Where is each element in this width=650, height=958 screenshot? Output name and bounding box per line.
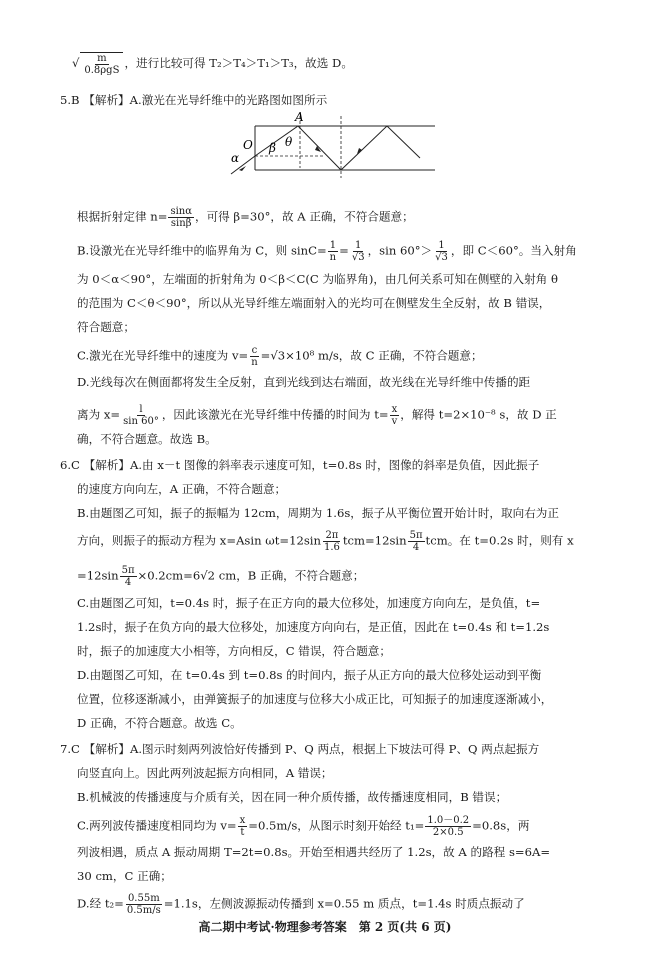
q6-line-8: 时，振子的加速度大小相等，方向相反，C 错误，符合题意； xyxy=(77,644,391,658)
q7-line-4: C.两列波传播速度相同均为 v= $\frac{x}{t}$ =0.5m/s，从图示时刻开始经 t₁= $\frac{1.0-0.2}{2\times 0.5}$ =0.8s，两 xyxy=(77,815,530,838)
q5-line-9: 确，不符合题意。故选 B。 xyxy=(77,432,217,446)
q5-line-6: C.激光在光导纤维中的速度为 v= $\frac{c}{n}$ =√3×10⁸ m/s，故 C 正确，不符合题意； xyxy=(77,345,483,368)
q5-line-5: 符合题意； xyxy=(77,320,135,334)
q6-line-6: C.由题图乙可知，t=0.4s 时，振子在正方向的最大位移处，加速度方向向左，是负值，t= xyxy=(77,596,541,610)
q6-line-2: 的速度方向向左，A 正确，不符合题意； xyxy=(77,482,287,496)
label-theta: θ xyxy=(285,135,293,149)
q7-line-2: 向竖直向上。因此两列波起振方向相同，A 错误； xyxy=(77,766,333,780)
q6-line-11: D 正确，不符合题意。故选 C。 xyxy=(77,716,242,730)
q4-tail-line: √ $\frac{m}{\text{0.8ρgS}}$ ，进行比较可得 T₂＞T₄＞T₁＞T₃，故选 D。 xyxy=(72,53,353,76)
q6-line-4: 方向，则振子的振动方程为 x=Asin ωt=12sin $\frac{2\pi}{1.6}$ tcm=12sin $\frac{5\pi}{4}$ tcm。在 t=0.2s 时，则有 x xyxy=(77,530,574,553)
q7-line-1: 7.C 【解析】A.图示时刻两列波恰好传播到 P、Q 两点，根据上下坡法可得 P、Q 两点起振方 xyxy=(60,742,540,756)
q5-line-2: B.设激光在光导纤维中的临界角为 C，则 sinC= $\frac{1}{n}$ = $\frac{1}{√3}$ ，sin 60°＞ $\frac{1}{√3}$ ，即 C＜60°。当入射角 xyxy=(77,240,577,263)
q6-line-1: 6.C 【解析】A.由 x－t 图像的斜率表示速度可知，t=0.8s 时，图像的斜率是负值，因此振子 xyxy=(60,458,540,472)
q7-line-6: 30 cm，C 正确； xyxy=(77,869,172,883)
q5-line-4: 的范围为 C＜θ＜90°，所以从光导纤维左端面射入的光均可在侧壁发生全反射，故 B 错误， xyxy=(77,296,551,310)
q6-line-7: 1.2s时，振子在负方向的最大位移处，加速度方向向右，是正值，因此在 t=0.4s 和 t=1.2s xyxy=(77,620,550,634)
q7-line-7: D.经 t₂= $\frac{0.55m}{0.5m/s}$ =1.1s，左侧波源振动传播到 x=0.55 m 质点，t=1.4s 时质点振动了 xyxy=(77,893,525,916)
label-beta: β xyxy=(269,141,276,155)
q5-heading: 5.B 【解析】A.激光在光导纤维中的光路图如图所示 xyxy=(60,93,328,107)
label-a: A xyxy=(295,110,304,124)
q5-line-7: D.光线每次在侧面都将发生全反射，直到光线到达右端面，故光线在光导纤维中传播的距 xyxy=(77,375,531,389)
q6-line-9: D.由题图乙可知，在 t=0.4s 到 t=0.8s 的时间内，振子从正方向的最大位移处运动到平衡 xyxy=(77,668,542,682)
q7-line-5: 列波相遇，质点 A 振动周期 T=2t=0.8s。开始至相遇共经历了 1.2s，故 A 的路程 s=6A= xyxy=(77,845,551,859)
label-o: O xyxy=(243,138,253,152)
q5-line-3: 为 0＜α＜90°，左端面的折射角为 0＜β＜C(C 为临界角)，由几何关系可知在侧壁的入射角 θ xyxy=(77,272,558,286)
q6-line-10: 位置，位移逐渐减小，由弹簧振子的加速度与位移大小成正比，可知振子的加速度逐渐减小， xyxy=(77,692,553,706)
q7-line-3: B.机械波的传播速度与介质有关，因在同一种介质传播，故传播速度相同，B 错误； xyxy=(77,790,508,804)
q5-line-1: 根据折射定律 n= $\frac{\sin\alpha}{\sin\beta}$ ，可得 β=30°，故 A 正确，不符合题意； xyxy=(77,206,414,229)
page-footer: 高二期中考试·物理参考答案 第 2 页(共 6 页) xyxy=(198,920,452,934)
fiber-diagram xyxy=(225,108,440,190)
sqrt-sign: √ xyxy=(72,56,80,70)
q5-line-8: 离为 x= $\frac{l}{\sin 60^\circ}$ ，因此该激光在光导纤维中传播的时间为 t= $\frac{x}{v}$ ，解得 t=2×10⁻⁸ s，故 D 正 xyxy=(77,404,557,427)
label-alpha: α xyxy=(231,151,240,165)
q6-line-3: B.由题图乙可知，振子的振幅为 12cm，周期为 1.6s，振子从平衡位置开始计时，取向右为正 xyxy=(77,506,559,520)
q6-line-5: =12sin $\frac{5\pi}{4}$ ×0.2cm=6√2 cm，B 正确，不符合题意； xyxy=(77,565,365,588)
